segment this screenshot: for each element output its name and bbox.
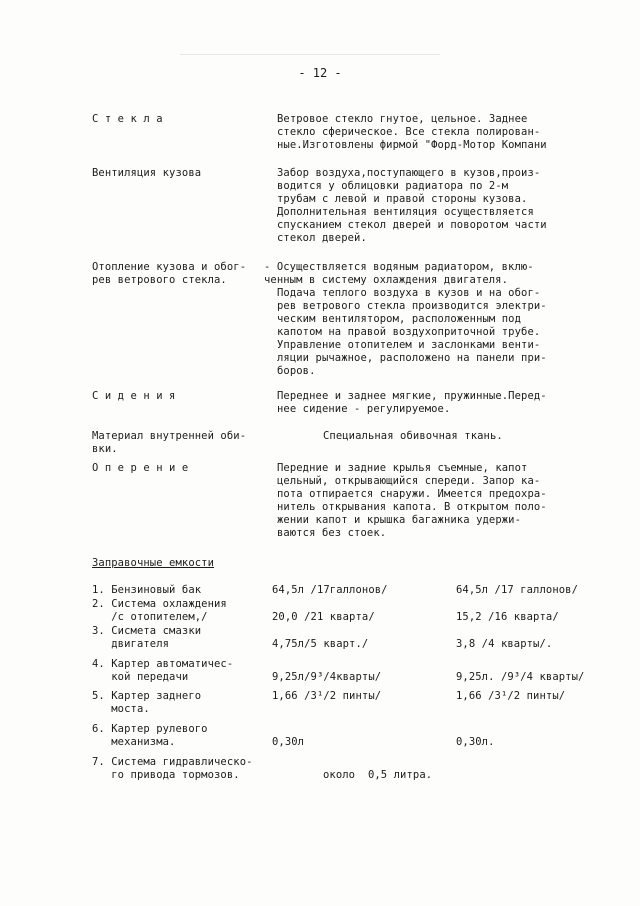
section-text: цельный, открывающийся спереди. Запор ка- xyxy=(277,475,541,487)
section-text: нее сидение - регулируемое. xyxy=(277,403,451,415)
section-label: С и д е н и я xyxy=(92,390,176,402)
capacity-name: 6. Картер рулевого xyxy=(92,723,208,735)
section-text: водится у облицовки радиатора по 2-м xyxy=(277,180,509,192)
section-text: Специальная обивочная ткань. xyxy=(323,430,503,442)
capacity-name: 7. Система гидравлическо- xyxy=(92,756,253,768)
section-text: Дополнительная вентиляция осуществляется xyxy=(277,206,534,218)
section-text: капотом на правой воздухоприточной трубе. xyxy=(277,326,541,338)
section-text: боров. xyxy=(277,365,316,377)
capacity-name: 4. Картер автоматичес- xyxy=(92,658,234,670)
capacity-name: моста. xyxy=(92,703,150,715)
capacity-name: механизма. xyxy=(92,736,176,748)
section-text: - Осуществляется водяным радиатором, вклю- xyxy=(264,261,534,273)
section-label: С т е к л а xyxy=(92,113,163,125)
section-text: нитель открывания капота. В открытом поло- xyxy=(277,501,547,513)
capacity-name: го привода тормозов. xyxy=(92,769,240,781)
section-text: пота отпирается снаружи. Имеется предохра- xyxy=(277,488,547,500)
capacity-value-1: 64,5л /17галлонов/ xyxy=(272,584,388,596)
capacity-name: 1. Бензиновый бак xyxy=(92,584,202,596)
capacity-name: кой передачи xyxy=(92,671,189,683)
section-text: Управление отопителем и заслонками венти- xyxy=(277,339,541,351)
section-label: рев ветрового стекла. xyxy=(92,274,227,286)
capacity-name: 2. Система охлаждения xyxy=(92,598,227,610)
section-text: ченным в систему охлаждения двигателя. xyxy=(264,274,509,286)
section-text: ваются без стоек. xyxy=(277,527,387,539)
capacity-value-1: 0,30л xyxy=(272,736,305,748)
capacity-value-1: 20,0 /21 кварта/ xyxy=(272,611,375,623)
section-text: Переднее и заднее мягкие, пружинные.Перед- xyxy=(277,390,547,402)
section-text: Передние и задние крылья съемные, капот xyxy=(277,462,528,474)
section-text: Забор воздуха,поступающего в кузов,произ- xyxy=(277,167,541,179)
capacity-value-2: 0,30л. xyxy=(456,736,495,748)
capacity-value-2: 3,8 /4 кварты/. xyxy=(456,638,553,650)
section-label: вки. xyxy=(92,443,118,455)
section-text: спусканием стекол дверей и поворотом части xyxy=(277,219,547,231)
section-text: трубам с левой и правой стороны кузова. xyxy=(277,193,528,205)
capacity-value-1: 9,25л/9³/4кварты/ xyxy=(272,671,382,683)
section-label: Материал внутренней оби- xyxy=(92,430,247,442)
capacity-value-1: около 0,5 литра. xyxy=(323,769,433,781)
section-label: Вентиляция кузова xyxy=(92,167,202,179)
capacity-name: 3. Сисмета смазки xyxy=(92,625,202,637)
capacities-heading: Заправочные емкости xyxy=(92,557,215,569)
section-label: Отопление кузова и обог- xyxy=(92,261,247,273)
section-text: Подача теплого воздуха в кузов и на обог- xyxy=(277,287,541,299)
section-text: ческим вентилятором, расположенным под xyxy=(277,313,522,325)
section-text: ляции рычажное, расположено на панели при- xyxy=(277,352,547,364)
page-number: - 12 - xyxy=(298,66,342,80)
capacity-value-2: 15,2 /16 кварта/ xyxy=(456,611,559,623)
capacity-name: двигателя xyxy=(92,638,170,650)
section-text: стекло сферическое. Все стекла полирован- xyxy=(277,126,541,138)
capacity-name: /с отопителем,/ xyxy=(92,611,208,623)
capacity-value-2: 64,5л /17 галлонов/ xyxy=(456,584,579,596)
section-label: О п е р е н и е xyxy=(92,462,189,474)
capacity-value-2: 1,66 /3¹/2 пинты/ xyxy=(456,690,566,702)
capacity-value-2: 9,25л. /9³/4 кварты/ xyxy=(456,671,585,683)
section-text: ные.Изготовлены фирмой "Форд-Мотор Компани xyxy=(277,139,547,151)
section-text: рев ветрового стекла производится электри- xyxy=(277,300,547,312)
capacity-value-1: 4,75л/5 кварт./ xyxy=(272,638,369,650)
capacity-value-1: 1,66 /3¹/2 пинты/ xyxy=(272,690,382,702)
scan-mark xyxy=(180,54,440,55)
capacity-name: 5. Картер заднего xyxy=(92,690,202,702)
section-text: жении капот и крышка багажника удержи- xyxy=(277,514,522,526)
section-text: стекол дверей. xyxy=(277,232,367,244)
section-text: Ветровое стекло гнутое, цельное. Заднее xyxy=(277,113,528,125)
